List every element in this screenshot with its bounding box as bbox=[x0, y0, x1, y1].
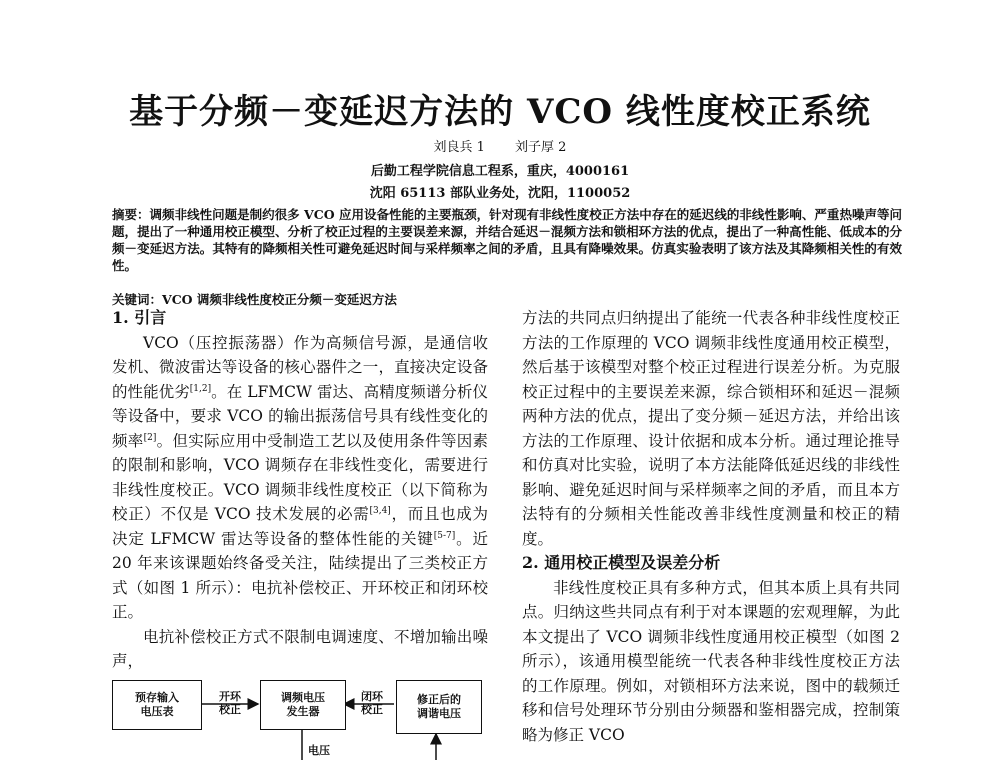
figure-1-diagram bbox=[112, 672, 498, 760]
abstract bbox=[112, 206, 902, 274]
left-column bbox=[112, 306, 488, 674]
preset-voltage-table-box: 预存输入 电压表 bbox=[112, 680, 202, 730]
affiliation-1: 后勤工程学院信息工程系，重庆，4000161 bbox=[370, 164, 630, 179]
keywords-label: 关键词： bbox=[112, 292, 163, 307]
affiliation-2: 沈阳 65113 部队业务处，沈阳，1100052 bbox=[369, 186, 631, 201]
voltage-generator-box: 调频电压 发生器 bbox=[260, 680, 346, 730]
author-line: 刘良兵 1 刘子厚 2 bbox=[433, 140, 567, 155]
right-paragraph-1: 方法的共同点归纳提出了能统一代表各种非线性度校正方法的工作原理的 VCO 调频非线性度通用校正模型，然后基于该模型对整个校正过程进行误差分析。为克服校正过程中的主要误差来源，综合锁相环和延迟－混频两种方法的优点，提出了变分频－延迟方法，并给出该方法的工作原理、设计依据和成本分析。通过理论推导和仿真对比实验，说明了本方法能降低延迟线的非线性影响、避免延迟时间与采样频率之间的矛盾，而且本方法特有的分频相关性能改善非线性度测量和校正的精度。 bbox=[522, 309, 900, 548]
right-paragraph-2: 非线性度校正具有多种方式，但其本质上具有共同点。归纳这些共同点有利于对本课题的宏观理解，为此本文提出了 VCO 调频非线性度通用校正模型（如图 2 所示），该通用模型能统一代表各种非线性度校正方法的工作原理。例如，对锁相环方法来说，图中的载频迁移和信号处理环节分别由分频器和鉴相器完成，控制策略为修正 VCO bbox=[522, 578, 900, 744]
keywords-text: VCO 调频非线性度校正分频－变延迟方法 bbox=[162, 292, 397, 307]
abstract-label: 摘要： bbox=[112, 207, 150, 222]
section-heading-intro: 1. 引言 bbox=[112, 308, 167, 327]
right-column bbox=[522, 306, 900, 747]
corrected-voltage-box: 修正后的 调谐电压 bbox=[396, 680, 482, 734]
paper-title: 基于分频－变延迟方法的 VCO 线性度校正系统 bbox=[129, 92, 871, 132]
voltage-label: 电压 bbox=[308, 744, 330, 757]
intro-paragraph-2: 电抗补偿校正方式不限制电调速度、不增加输出噪声， bbox=[112, 627, 488, 670]
closed-loop-label: 闭环 校正 bbox=[361, 690, 383, 716]
citation: [1,2] bbox=[189, 383, 212, 394]
intro-paragraph-1: VCO（压控振荡器）作为高频信号源，是通信收发机、微波雷达等设备的核心器件之一，直接决定设备的性能优劣[1,2]。在 LFMCW 雷达、高精度频谱分析仪等设备中，要求 VCO 的输出振荡信号具有线性变化的频率[2]。但实际应用中受制造工艺以及使用条件等因素的限制和影响，VCO 调频存在非线性变化，需要进行非线性度校正。VCO 调频非线性度校正（以下简称为校正）不仅是 VCO 技术发展的必需[3,4]，而且也成为决定 LFMCW 雷达等设备的整体性能的关键[5-7]。近 20 年来该课题始终备受关注，陆续提出了三类校正方式（如图 1 所示）：电抗补偿校正、开环校正和闭环校正。 bbox=[112, 333, 488, 621]
section-heading-model: 2. 通用校正模型及误差分析 bbox=[522, 553, 721, 572]
abstract-text: 调频非线性问题是制约很多 VCO 应用设备性能的主要瓶颈，针对现有非线性度校正方法中存在的延迟线的非线性影响、严重热噪声等问题，提出了一种通用校正模型、分析了校正过程的主要误差来源，并结合延迟－混频方法和锁相环方法的优点，提出了一种高性能、低成本的分频－变延迟方法。其特有的降频相关性可避免延迟时间与采样频率之间的矛盾，且具有降噪效果。仿真实验表明了该方法及其降频相关性的有效性。 bbox=[112, 207, 902, 273]
citation: [2] bbox=[143, 432, 157, 443]
open-loop-label: 开环 校正 bbox=[219, 690, 241, 716]
citation: [5-7] bbox=[433, 530, 456, 541]
citation: [3,4] bbox=[369, 505, 391, 516]
